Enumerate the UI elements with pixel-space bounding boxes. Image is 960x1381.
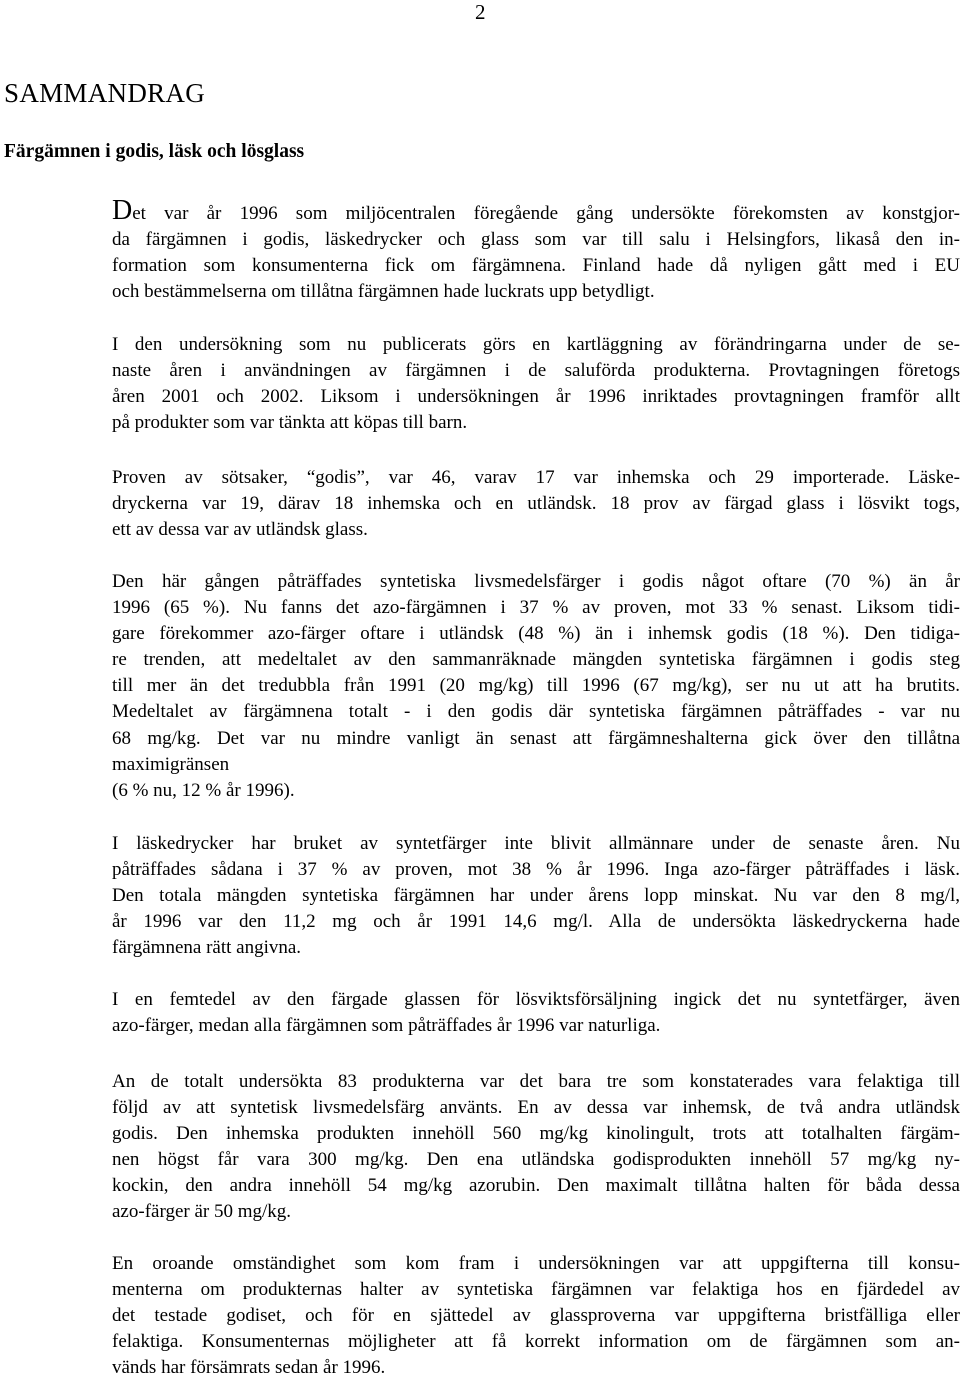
paragraph-4 — [112, 569, 960, 804]
page-number: 2 — [475, 0, 486, 24]
paragraph-line: 68 mg/kg. Det var nu mindre vanligt än senast att färgämneshalterna gick över den tillåtna — [112, 727, 960, 749]
paragraph-line: till mer än det tredubbla från 1991 (20 mg/kg) till 1996 (67 mg/kg), ser nu ut att ha brutits. — [112, 675, 960, 697]
paragraph-line: på produkter som var tänkta att köpas till barn. — [112, 412, 468, 434]
paragraph-line: (6 % nu, 12 % år 1996). — [112, 779, 295, 801]
section-heading: SAMMANDRAG — [4, 78, 206, 108]
paragraph-line: An de totalt undersökta 83 produkterna var det bara tre som konstaterades vara felaktiga till — [112, 1071, 960, 1092]
paragraph-line: kockin, den andra innehöll 54 mg/kg azorubin. Den maximalt tillåtna halten för båda dessa — [112, 1175, 960, 1197]
paragraph-line: färgämnena rätt angivna. — [112, 937, 302, 959]
paragraph-line: nen högst får vara 300 mg/kg. Den ena utländska godisprodukten innehöll 57 mg/kg ny- — [112, 1149, 960, 1171]
paragraph-line: Det var år 1996 som miljöcentralen föregående gång undersökte förekomsten av konstgjor- — [112, 195, 960, 226]
paragraph-line: Den totala mängden syntetiska färgämnen har under årens lopp minskat. Nu var den 8 mg/l, — [112, 885, 960, 907]
paragraph-line: gare förekommer azo-färger oftare i utländsk (48 %) än i inhemsk godis (18 %). Den tidiga- — [112, 623, 960, 645]
paragraph-line: det testade godiset, och för en sjättedel av glassproverna var uppgifterna bristfälliga eller — [112, 1305, 960, 1327]
paragraph-line: naste åren i användningen av färgämnen i de saluförda produkterna. Provtagningen företogs — [112, 360, 960, 382]
paragraph-line: dryckerna var 19, därav 18 inhemska och en utländsk. 18 prov av färgad glass i lösvikt togs, — [112, 493, 960, 515]
paragraph-line: godis. Den inhemska produkten innehöll 560 mg/kg kinolingult, trots att totalhalten färgäm- — [112, 1123, 960, 1145]
paragraph-line: Proven av sötsaker, “godis”, var 46, varav 17 var inhemska och 29 importerade. Läske- — [112, 467, 960, 488]
paragraph-line: Den här gången påträffades syntetiska livsmedelsfärger i godis något oftare (70 %) än år — [112, 571, 960, 592]
paragraph-line: menterna om produkternas halter av syntetiska färgämnen var felaktiga hos en fjärdedel av — [112, 1279, 960, 1301]
paragraph-line: formation som konsumenterna fick om färgämnena. Finland hade då nyligen gått med i EU — [112, 255, 960, 277]
paragraph-line: azo-färger är 50 mg/kg. — [112, 1201, 292, 1223]
paragraph-line: år 1996 var den 11,2 mg och år 1991 14,6 mg/l. Alla de undersökta läskedryckerna hade — [112, 911, 960, 933]
paragraph-line: azo-färger, medan alla färgämnen som påträffades år 1996 var naturliga. — [112, 1015, 661, 1037]
paragraph-line: och bestämmelserna om tillåtna färgämnen hade luckrats upp betydligt. — [112, 281, 655, 303]
paragraph-7 — [112, 1069, 960, 1226]
paragraph-line: 1996 (65 %). Nu fanns det azo-färgämnen i 37 % av proven, mot 33 % senast. Liksom tidi- — [112, 597, 960, 619]
paragraph-line: I den undersökning som nu publicerats görs en kartläggning av förändringarna under de se- — [112, 334, 960, 355]
paragraph-line: da färgämnen i godis, läskedrycker och glass som var till salu i Helsingfors, likaså den in- — [112, 229, 960, 251]
initial-letter: D — [112, 195, 133, 226]
paragraph-1 — [112, 195, 960, 305]
paragraph-line: vänds har försämrats sedan år 1996. — [112, 1357, 386, 1379]
paragraph-line: maximigränsen — [112, 753, 230, 775]
paragraph-line: felaktiga. Konsumenternas möjligheter att få korrekt information om de färgämnen som an- — [112, 1331, 960, 1353]
paragraph-line: Medeltalet av färgämnena totalt - i den godis där syntetiska färgämnen påträffades - var nu — [112, 701, 960, 723]
paragraph-2 — [112, 332, 960, 436]
paragraph-5 — [112, 831, 960, 961]
paragraph-line: följd av att syntetisk livsmedelsfärg använts. En av dessa var inhemsk, de två andra utländsk — [112, 1097, 960, 1119]
paragraph-8 — [112, 1251, 960, 1381]
paragraph-line: En oroande omständighet som kom fram i undersökningen var att uppgifterna till konsu- — [112, 1253, 960, 1274]
paragraph-line: påträffades sådana i 37 % av proven, mot 38 % år 1996. Inga azo-färger påträffades i läsk. — [112, 859, 960, 881]
section-subheading: Färgämnen i godis, läsk och lösglass — [4, 141, 305, 162]
paragraph-line: I en femtedel av den färgade glassen för lösviktsförsäljning ingick det nu syntetfärger, även — [112, 989, 960, 1010]
paragraph-line: åren 2001 och 2002. Liksom i undersökningen år 1996 inriktades provtagningen framför allt — [112, 386, 960, 408]
paragraph-line: re trenden, att medeltalet av den sammanräknade mängden syntetiska färgämnen i godis steg — [112, 649, 960, 671]
paragraph-3 — [112, 465, 960, 543]
paragraph-6 — [112, 987, 960, 1039]
paragraph-line: I läskedrycker har bruket av syntetfärger inte blivit allmännare under de senaste åren. Nu — [112, 833, 960, 854]
paragraph-line: ett av dessa var av utländsk glass. — [112, 519, 368, 541]
